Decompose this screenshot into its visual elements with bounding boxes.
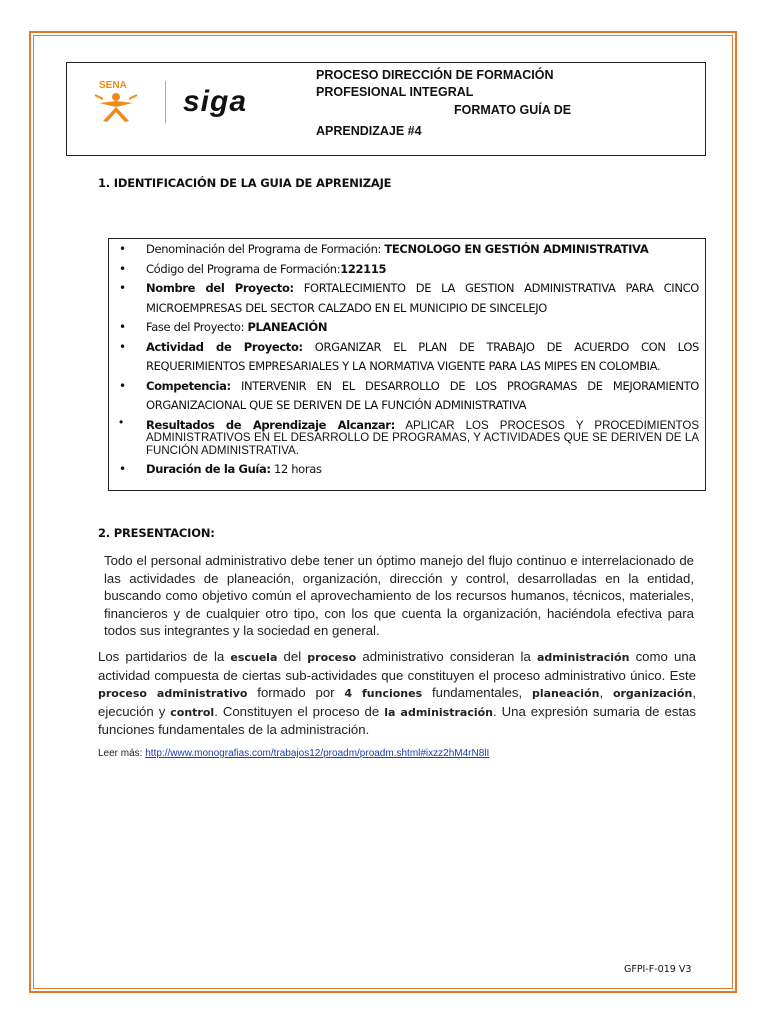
document-header: [66, 62, 706, 156]
title-line-3: FORMATO GUÍA DE: [454, 103, 572, 117]
presentation-paragraph-1: Todo el personal administrativo debe tener un óptimo manejo del flujo continuo e interrelacionado de las actividades de planeación, organización, dirección y control, desarrolladas en la entidad, buscando como objetivo común el aprovechamiento de los recursos humanos, técnicos, materiales, financieros y de cualquier otro tipo, con los que cuenta la organización, haciéndola efectiva para todos sus integrantes y la sociedad en general.: [104, 553, 694, 638]
leer-mas: [98, 748, 489, 759]
title-line-1: PROCESO DIRECCIÓN DE FORMACIÓN: [316, 68, 554, 82]
document-code: GFPI-F-019 V3: [624, 964, 692, 975]
list-item-programa: • Denominación del Programa de Formación: TECNOLOGO EN GESTIÓN ADMINISTRATIVA: [117, 240, 699, 260]
logo-divider: [165, 81, 166, 123]
title-line-4: APRENDIZAJE #4: [316, 123, 422, 138]
list-item-fase: • Fase del Proyecto: PLANEACIÓN: [117, 318, 699, 338]
list-item-codigo: • Código del Programa de Formación:122115: [117, 260, 699, 280]
document-title: [316, 67, 696, 139]
list-item-duracion: • Duración de la Guía: 12 horas: [117, 460, 699, 480]
list-item-resultados: • Resultados de Aprendizaje Alcanzar: APLICAR LOS PROCESOS Y PROCEDIMIENTOS ADMINISTRATIVOS EN EL DESARROLLO DE PROGRAMAS, Y ACTIVIDADES QUE SE DERIVEN DE LA FUNCIÓN ADMINISTRATIVA.: [117, 416, 699, 461]
siga-logo: siga: [183, 85, 248, 118]
logos: [85, 77, 265, 127]
identification-box: [108, 238, 706, 491]
section-1-title: 1. IDENTIFICACIÓN DE LA GUIA DE APRENIZAJE: [98, 176, 392, 190]
list-item-competencia: • Competencia: INTERVENIR EN EL DESARROLLO DE LOS PROGRAMAS DE MEJORAMIENTO ORGANIZACIONAL QUE SE DERIVEN DE LA FUNCIÓN ADMINISTRATIVA: [117, 377, 699, 416]
section-2-title: 2. PRESENTACION:: [98, 526, 215, 540]
title-line-2: PROFESIONAL INTEGRAL: [316, 84, 474, 99]
sena-logo-icon: [85, 77, 147, 127]
presentation-paragraph-2: Los partidarios de la escuela del proceso administrativo consideran la administración como una actividad compuesta de ciertas sub-actividades que constituyen el proceso administrativo único. Este proceso administrativo formado por 4 funciones fundamentales, planeación, organización, ejecución y control. Constituyen el proceso de la administración. Una expresión sumaria de estas funciones fundamentales de la administración.: [98, 649, 696, 737]
list-item-actividad: • Actividad de Proyecto: ORGANIZAR EL PLAN DE TRABAJO DE ACUERDO CON LOS REQUERIMIENTOS EMPRESARIALES Y LA NORMATIVA VIGENTE PARA LAS MIPES EN COLOMBIA.: [117, 338, 699, 377]
identification-list: [117, 240, 699, 480]
svg-text:SENA: SENA: [99, 80, 127, 91]
list-item-proyecto: • Nombre del Proyecto: FORTALECIMIENTO DE LA GESTION ADMINISTRATIVA PARA CINCO MICROEMPRESAS DEL SECTOR CALZADO EN EL MUNICIPIO DE SINCELEJO: [117, 279, 699, 318]
leer-mas-label: Leer más:: [98, 748, 143, 759]
leer-mas-link[interactable]: http://www.monografias.com/trabajos12/proadm/proadm.shtml#ixzz2hM4rN8lI: [145, 748, 490, 759]
